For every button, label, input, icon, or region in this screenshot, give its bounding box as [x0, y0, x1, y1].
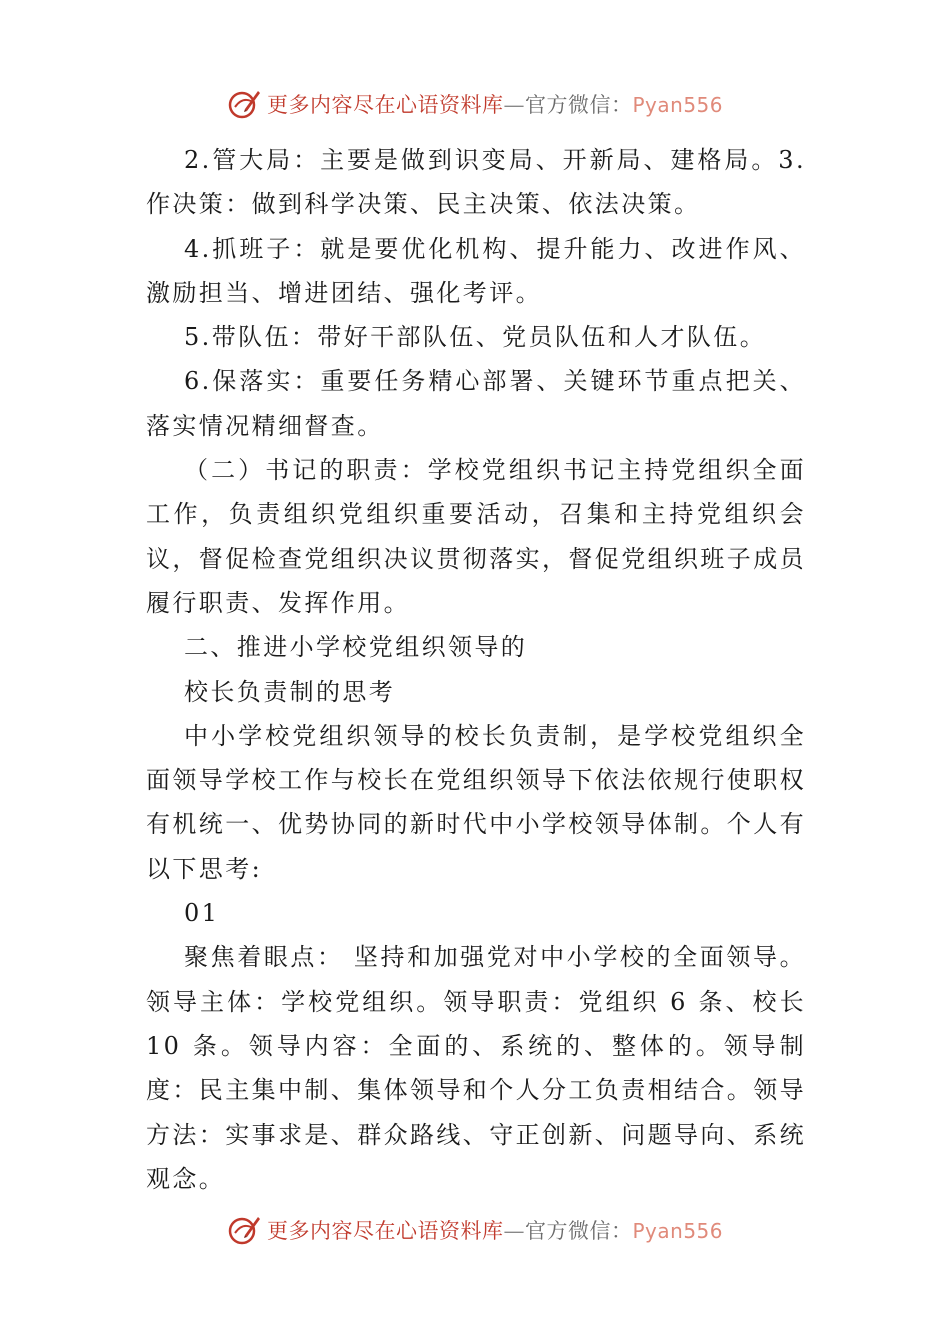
document-body — [146, 138, 806, 1201]
banner-dash: — — [503, 93, 525, 117]
section-number: 01 — [184, 899, 220, 928]
banner-wechat-id: Pyan556 — [632, 1219, 723, 1243]
section-heading: 校长负责制的思考 — [184, 677, 396, 706]
paragraph: 5.带队伍：带好干部队伍、党员队伍和人才队伍。 — [184, 323, 767, 352]
pen-logo-icon — [227, 1213, 261, 1247]
banner-wechat-id: Pyan556 — [632, 93, 723, 117]
banner-brand: 更多内容尽在心语资料库 — [266, 93, 504, 117]
paragraph: 4.抓班子：就是要优化机构、提升能力、改进作风、激励担当、增进团结、强化考评。 — [146, 234, 806, 307]
banner-dash: — — [503, 1219, 525, 1243]
paragraph: 聚焦着眼点： 坚持和加强党对中小学校的全面领导。领导主体：学校党组织。领导职责：党组织 6 条、校长 10 条。领导内容：全面的、系统的、整体的。领导制度：民主集中制、集体领导和个人分工负责相结合。领导方法：实事求是、群众路线、守正创新、问题导向、系统观念。 — [146, 943, 806, 1193]
section-heading: 二、推进小学校党组织领导的 — [184, 633, 528, 662]
banner-wechat-label: 官方微信： — [524, 1219, 633, 1243]
pen-logo-icon — [227, 87, 261, 121]
banner-wechat-label: 官方微信： — [524, 93, 633, 117]
paragraph: 6.保落实：重要任务精心部署、关键环节重点把关、落实情况精细督查。 — [146, 367, 806, 440]
paragraph: 2.管大局：主要是做到识变局、开新局、建格局。3.作决策：做到科学决策、民主决策、依法决策。 — [146, 146, 806, 219]
header-banner — [0, 84, 950, 124]
paragraph: 中小学校党组织领导的校长负责制，是学校党组织全面领导学校工作与校长在党组织领导下依法依规行使职权有机统一、优势协同的新时代中小学校领导体制。个人有以下思考: — [146, 721, 806, 883]
banner-brand: 更多内容尽在心语资料库 — [266, 1219, 504, 1243]
banner-text — [267, 1215, 723, 1245]
banner-text — [267, 89, 723, 119]
paragraph: （二）书记的职责：学校党组织书记主持党组织全面工作，负责组织党组织重要活动，召集和主持党组织会议，督促检查党组织决议贯彻落实，督促党组织班子成员履行职责、发挥作用。 — [146, 456, 806, 617]
footer-banner — [0, 1210, 950, 1250]
